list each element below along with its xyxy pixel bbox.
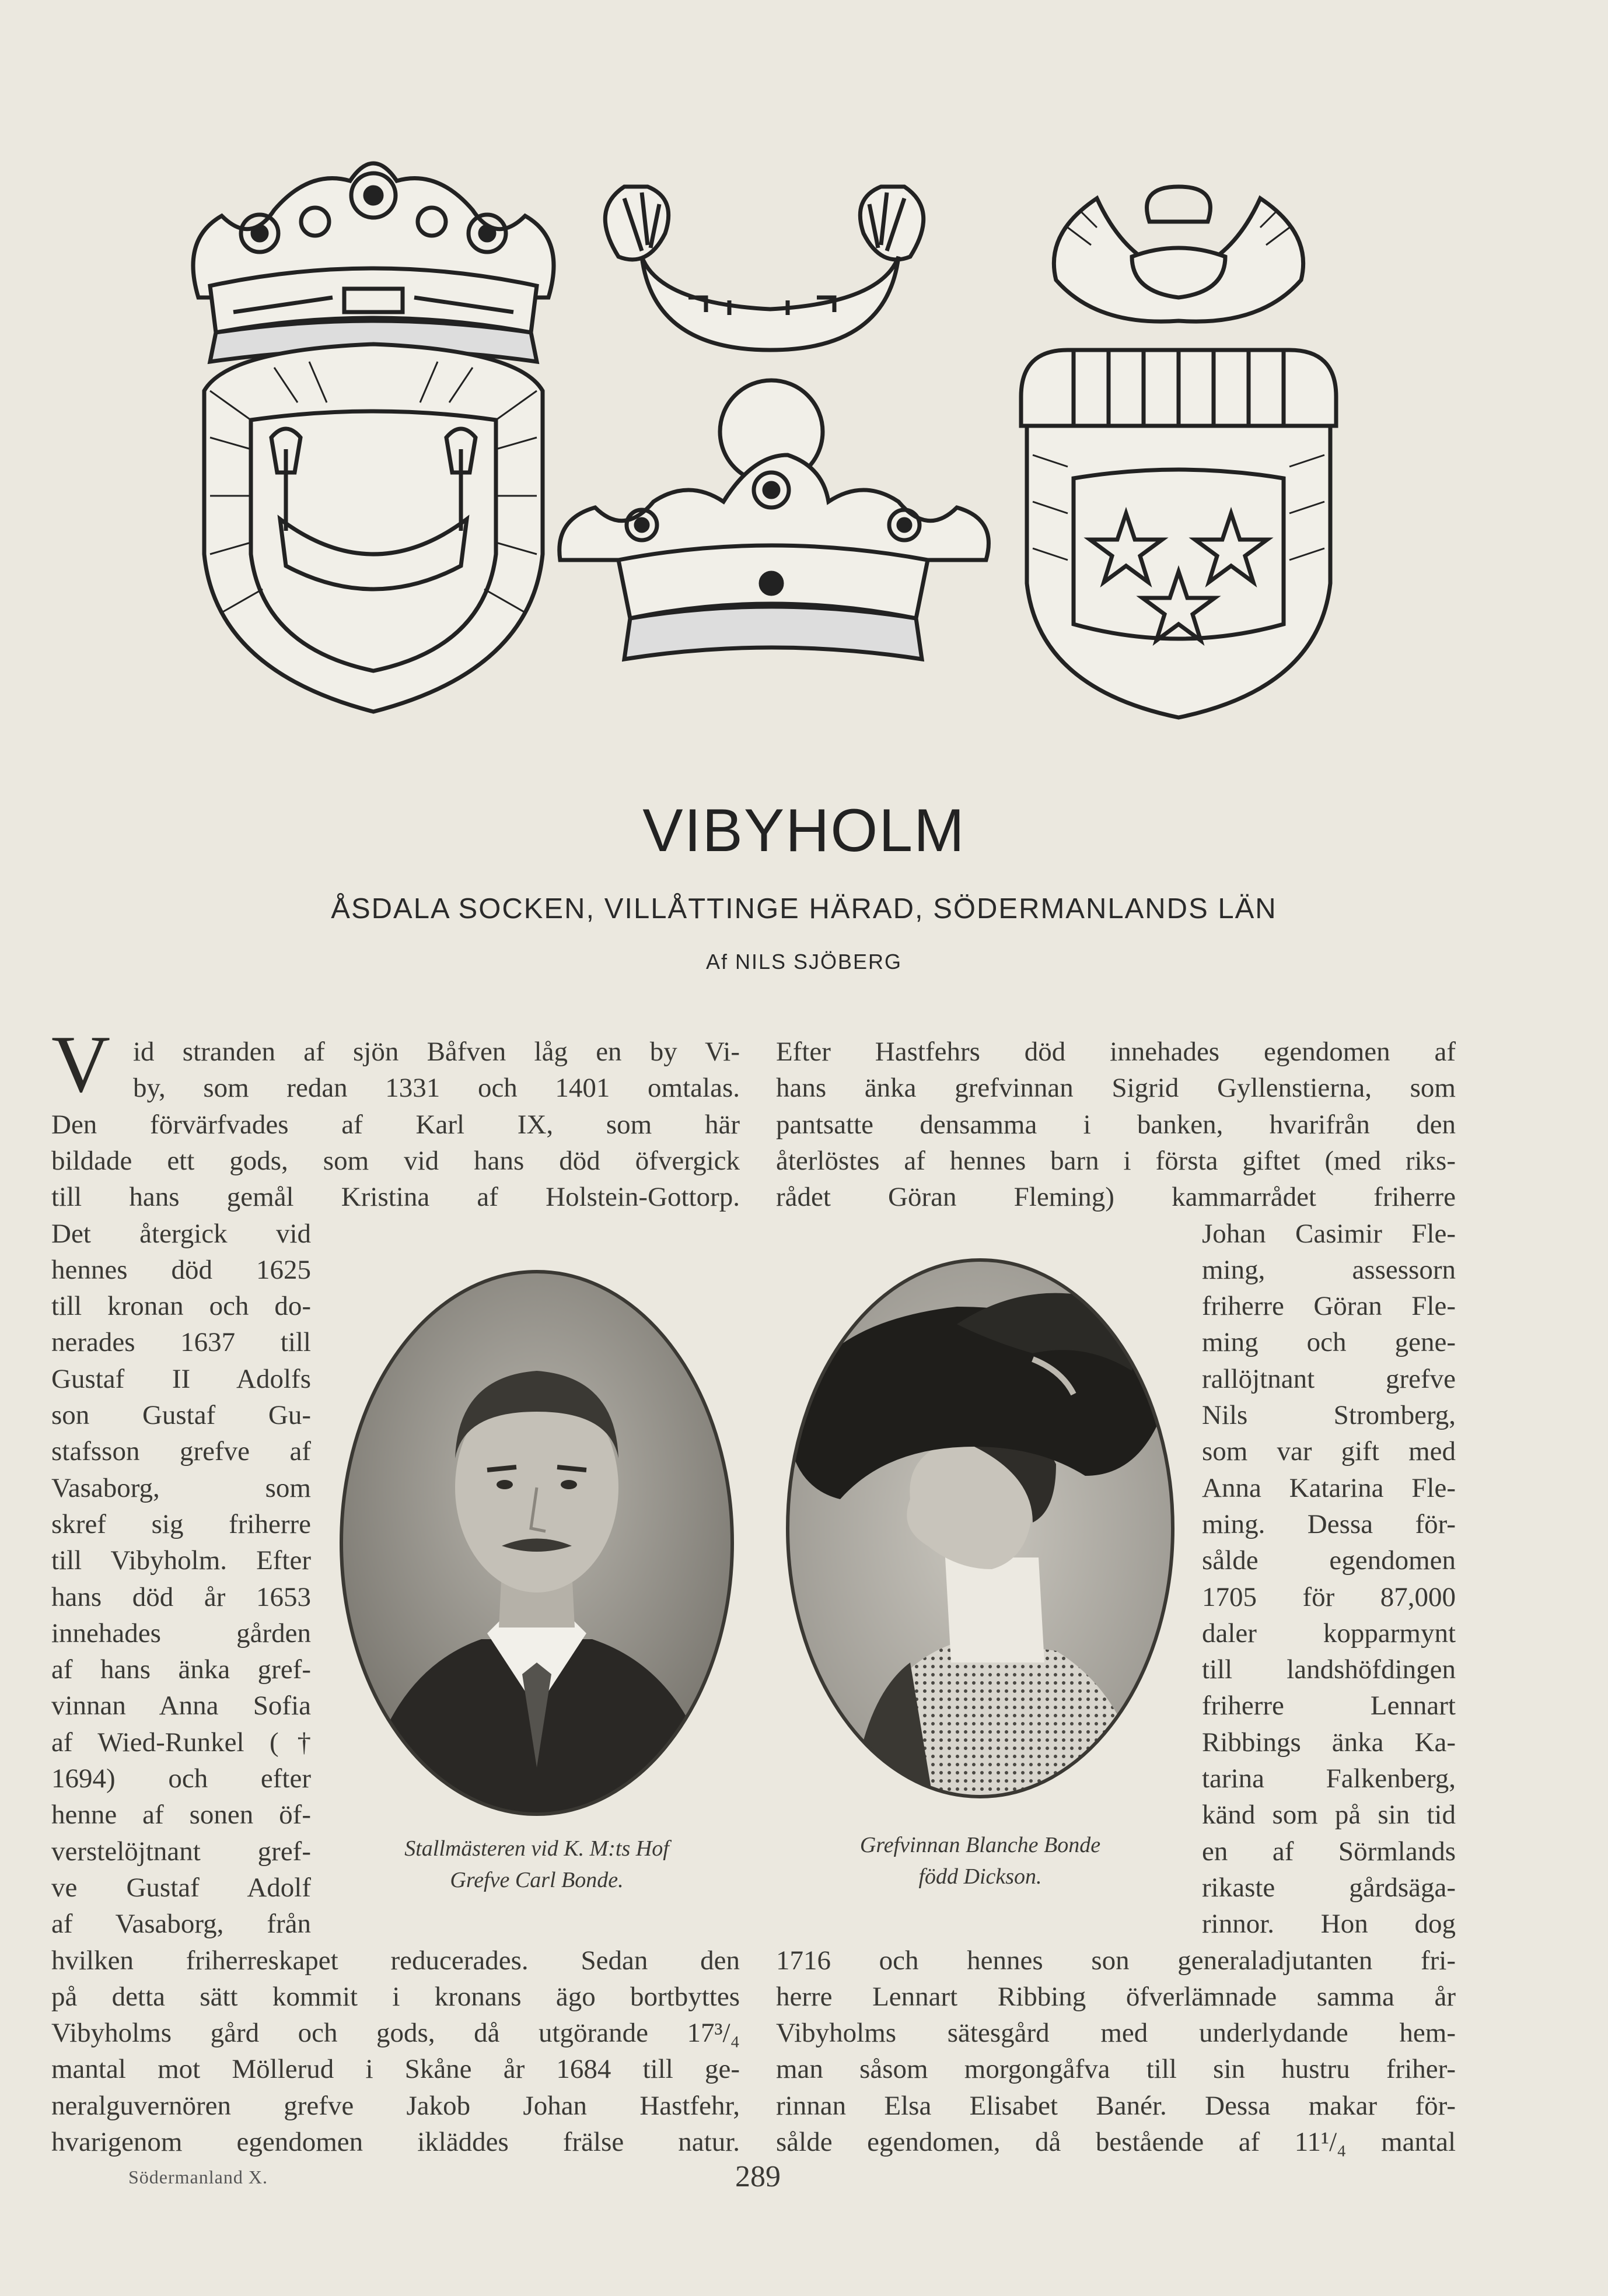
text-line: hans änka grefvinnan Sigrid Gyllenstierna, som (776, 1073, 1456, 1104)
text-line: till landshöfdingen (1202, 1654, 1456, 1685)
text-line: känd som på sin tid (1202, 1800, 1456, 1831)
text-line: ming, assessorn (1202, 1254, 1456, 1285)
text-line: son Gustaf Gu- (51, 1400, 311, 1430)
article-subtitle: ÅSDALA SOCKEN, VILLÅTTINGE HÄRAD, SÖDERMANLANDS LÄN (331, 893, 1277, 925)
text-line: rinnor. Hon dog (1202, 1909, 1456, 1940)
text-line: by, som redan 1331 och 1401 omtalas. (133, 1073, 740, 1104)
footer-volume: Södermanland X. (128, 2166, 268, 2188)
text-line: till Vibyholm. Efter (51, 1545, 311, 1576)
text-line: friherre Göran Fle- (1202, 1291, 1456, 1322)
text-line: friherre Lennart (1202, 1690, 1456, 1721)
text-line: en af Sörmlands (1202, 1836, 1456, 1867)
text-line: verstelöjtnant gref- (51, 1836, 311, 1867)
text-line: nerades 1637 till (51, 1327, 311, 1358)
text-line: skref sig friherre (51, 1508, 311, 1539)
text-line: Johan Casimir Fle- (1202, 1218, 1456, 1249)
portrait-carl-bonde (335, 1266, 738, 1823)
text-line: henne af sonen öf- (51, 1800, 311, 1831)
text-line: hennes död 1625 (51, 1254, 311, 1285)
text-line: rådet Göran Fleming) kammarrådet friherre (776, 1182, 1456, 1213)
text-line: af hans änka gref- (51, 1654, 311, 1685)
text-line: pantsatte densamma i banken, hvarifrån den (776, 1109, 1456, 1140)
text-line: Den förvärfvades af Karl IX, som här (51, 1109, 740, 1140)
text-line: Vibyholms gård och gods, då utgörande 17³/₄ (51, 2018, 740, 2049)
text-line: hvilken friherreskapet reducerades. Sedan den (51, 1945, 740, 1976)
text-line: Vibyholms sätesgård med underlydande hem- (776, 2018, 1456, 2049)
text-line: återlöstes af hennes barn i första giftet (med riks- (776, 1145, 1456, 1176)
text-line: innehades gården (51, 1618, 311, 1648)
text-line: herre Lennart Ribbing öfverlämnade samma år (776, 1981, 1456, 2012)
text-line: id stranden af sjön Båfven låg en by Vi- (133, 1037, 740, 1067)
text-line: som var gift med (1202, 1436, 1456, 1467)
page-number: 289 (735, 2160, 781, 2193)
crest-center (554, 175, 998, 712)
text-line: Nils Stromberg, (1202, 1400, 1456, 1430)
text-line: bildade ett gods, som vid hans död öfvergick (51, 1145, 740, 1176)
coat-of-arms-right (1009, 175, 1348, 723)
text-line: Det återgick vid (51, 1218, 311, 1249)
coat-of-arms-left (158, 146, 589, 723)
text-line: 1705 för 87,000 (1202, 1581, 1456, 1612)
text-line: till hans gemål Kristina af Holstein-Gottorp. (51, 1182, 740, 1213)
text-line: hvarigenom egendomen ikläddes frälse natur. (51, 2127, 740, 2157)
text-line: Vasaborg, som (51, 1472, 311, 1503)
text-line: daler kopparmynt (1202, 1618, 1456, 1648)
text-line: tarina Falkenberg, (1202, 1763, 1456, 1794)
portrait-caption-blanche-bonde (782, 1829, 1179, 1892)
portrait-blanche-bonde (782, 1254, 1179, 1805)
text-line: 1694) och efter (51, 1763, 311, 1794)
text-line: Efter Hastfehrs död innehades egendomen af (776, 1037, 1456, 1067)
text-line: af Wied-Runkel († (51, 1727, 311, 1758)
article-author: Af NILS SJÖBERG (705, 950, 903, 974)
caption-line: Grefve Carl Bonde. (450, 1868, 624, 1892)
text-line: Gustaf II Adolfs (51, 1363, 311, 1394)
text-line: hans död år 1653 (51, 1581, 311, 1612)
caption-line: född Dickson. (918, 1864, 1042, 1889)
text-line: rallöjtnant grefve (1202, 1363, 1456, 1394)
text-line: ve Gustaf Adolf (51, 1872, 311, 1903)
text-line: af Vasaborg, från (51, 1909, 311, 1940)
drop-cap: V (51, 1019, 111, 1110)
text-line: sålde egendomen, då bestående af 11¹/₄ mantal (776, 2127, 1456, 2157)
text-line: Ribbings änka Ka- (1202, 1727, 1456, 1758)
text-line: mantal mot Möllerud i Skåne år 1684 till ge- (51, 2054, 740, 2085)
text-line: rinnan Elsa Elisabet Banér. Dessa makar för- (776, 2090, 1456, 2121)
text-line: Anna Katarina Fle- (1202, 1472, 1456, 1503)
text-line: rikaste gårdsäga- (1202, 1872, 1456, 1903)
text-line: 1716 och hennes son generaladjutanten fri- (776, 1945, 1456, 1976)
text-line: ming och gene- (1202, 1327, 1456, 1358)
text-line: ming. Dessa för- (1202, 1508, 1456, 1539)
text-line: stafsson grefve af (51, 1436, 311, 1467)
text-line: vinnan Anna Sofia (51, 1690, 311, 1721)
text-line: neralguvernören grefve Jakob Johan Hastfehr, (51, 2090, 740, 2121)
caption-line: Stallmästeren vid K. M:ts Hof (404, 1836, 669, 1861)
text-line: man såsom morgongåfva till sin hustru friher- (776, 2054, 1456, 2085)
portrait-caption-carl-bonde (335, 1833, 738, 1896)
article-title: VIBYHOLM (642, 797, 966, 864)
text-line: sålde egendomen (1202, 1545, 1456, 1576)
text-line: till kronan och do- (51, 1291, 311, 1322)
text-line: på detta sätt kommit i kronans ägo bortbyttes (51, 1981, 740, 2012)
caption-line: Grefvinnan Blanche Bonde (859, 1833, 1101, 1857)
